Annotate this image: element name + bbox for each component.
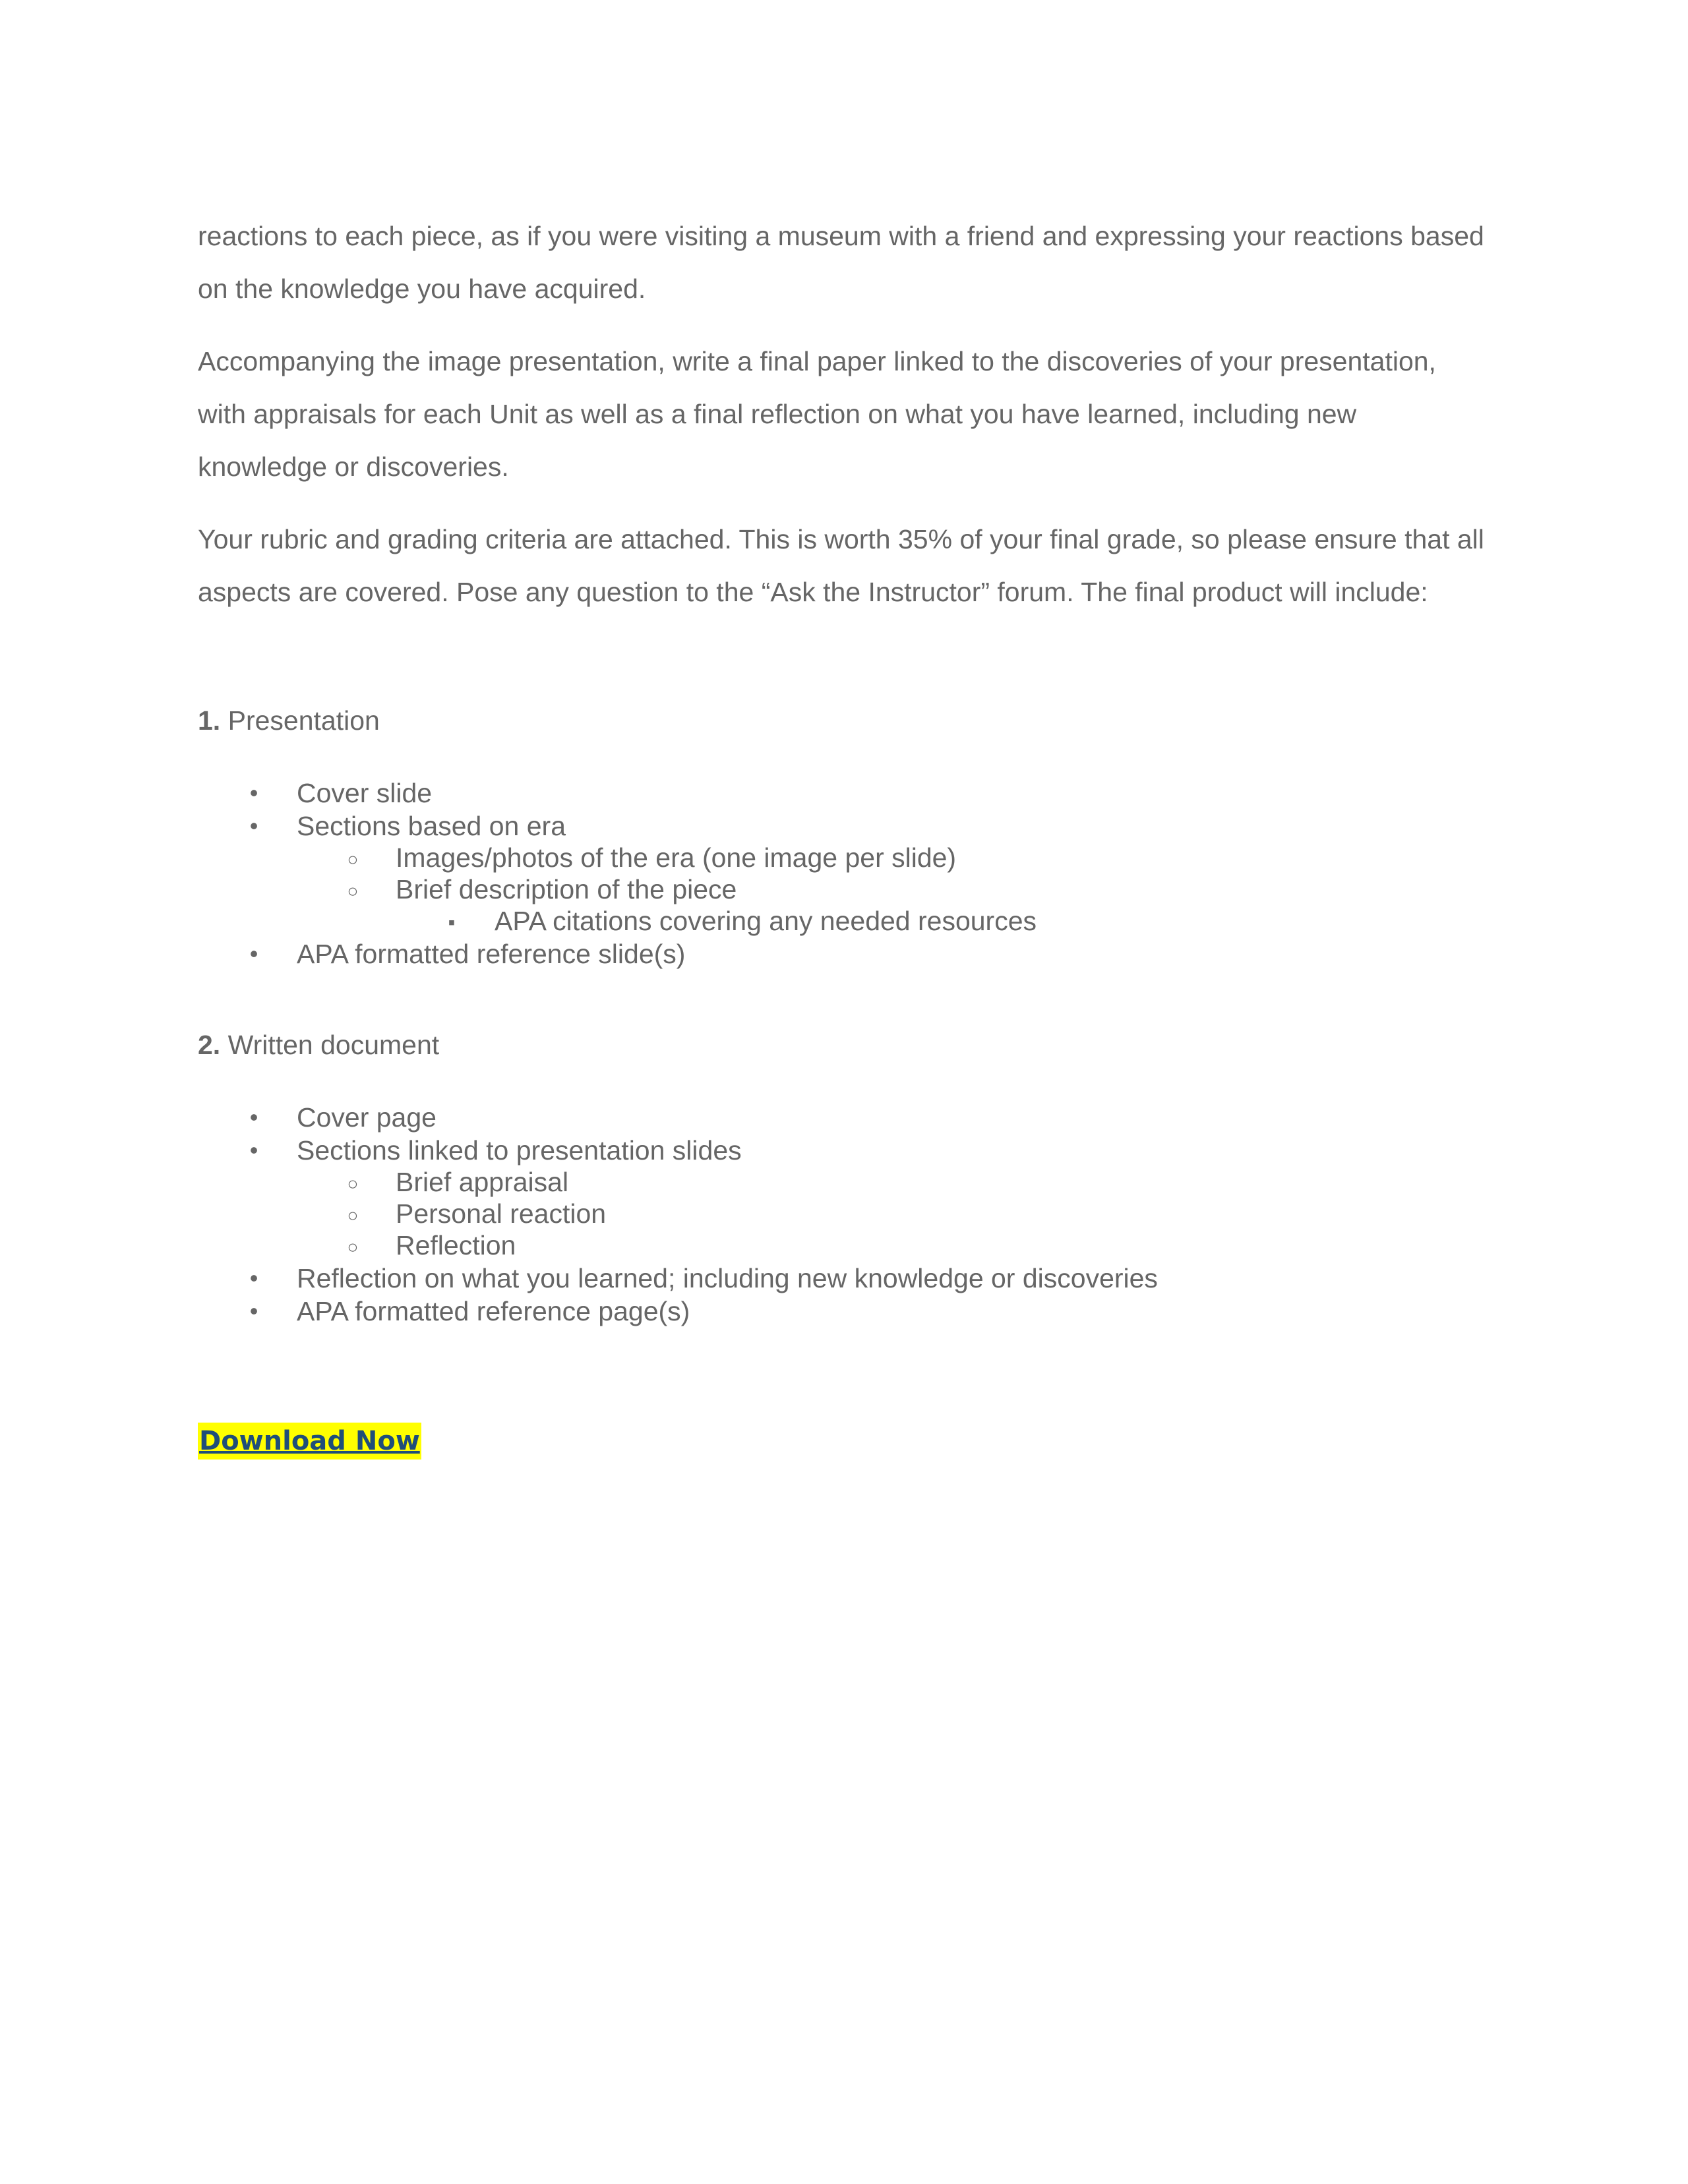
disc-bullet-icon	[241, 810, 267, 842]
circle-bullet-icon	[340, 1229, 366, 1264]
list-item: Cover page	[297, 1102, 437, 1133]
list-item: Sections linked to presentation slides	[297, 1135, 742, 1166]
list-item: Images/photos of the era (one image per slide)	[396, 842, 957, 873]
disc-bullet-icon	[241, 937, 267, 970]
list-item: Brief appraisal	[396, 1167, 569, 1197]
paragraph-3: Your rubric and grading criteria are attached. This is worth 35% of your final grade, so please ensure that all aspects are covered. Pose any question to the “Ask the Instructor” forum. The final product will include:	[198, 524, 1484, 607]
list-item: APA formatted reference slide(s)	[297, 939, 686, 969]
circle-bullet-icon	[340, 1197, 366, 1232]
section-title: Presentation	[227, 705, 380, 736]
section-number: 1.	[198, 705, 221, 736]
section-heading-written-document	[198, 1028, 439, 1061]
disc-bullet-icon	[241, 1295, 267, 1328]
section-number: 2.	[198, 1030, 221, 1060]
disc-bullet-icon	[241, 1134, 267, 1167]
section-heading-presentation	[198, 704, 380, 737]
circle-bullet-icon	[340, 873, 366, 908]
list-item: APA formatted reference page(s)	[297, 1296, 690, 1326]
disc-bullet-icon	[241, 1262, 267, 1295]
paragraph-2: Accompanying the image presentation, write a final paper linked to the discoveries of your presentation, with appraisals for each Unit as well as a final reflection on what you have learned, including new knowledge or discoveries.	[198, 346, 1436, 482]
list-item: Personal reaction	[396, 1198, 607, 1229]
list-item: Reflection	[396, 1230, 516, 1260]
list-item: Reflection on what you learned; including new knowledge or discoveries	[297, 1263, 1158, 1293]
list-item: APA citations covering any needed resources	[495, 906, 1037, 936]
list-item: Sections based on era	[297, 811, 566, 841]
list-item: Cover slide	[297, 778, 433, 808]
circle-bullet-icon	[340, 841, 366, 876]
disc-bullet-icon	[241, 777, 267, 810]
circle-bullet-icon	[340, 1166, 366, 1200]
download-now-link[interactable]: Download Now	[198, 1423, 421, 1460]
paragraph-1: reactions to each piece, as if you were visiting a museum with a friend and expressing your reactions based on the knowledge you have acquired.	[198, 221, 1484, 304]
square-bullet-icon	[438, 904, 465, 939]
disc-bullet-icon	[241, 1101, 267, 1134]
list-item: Brief description of the piece	[396, 874, 737, 904]
section-title: Written document	[227, 1030, 440, 1060]
